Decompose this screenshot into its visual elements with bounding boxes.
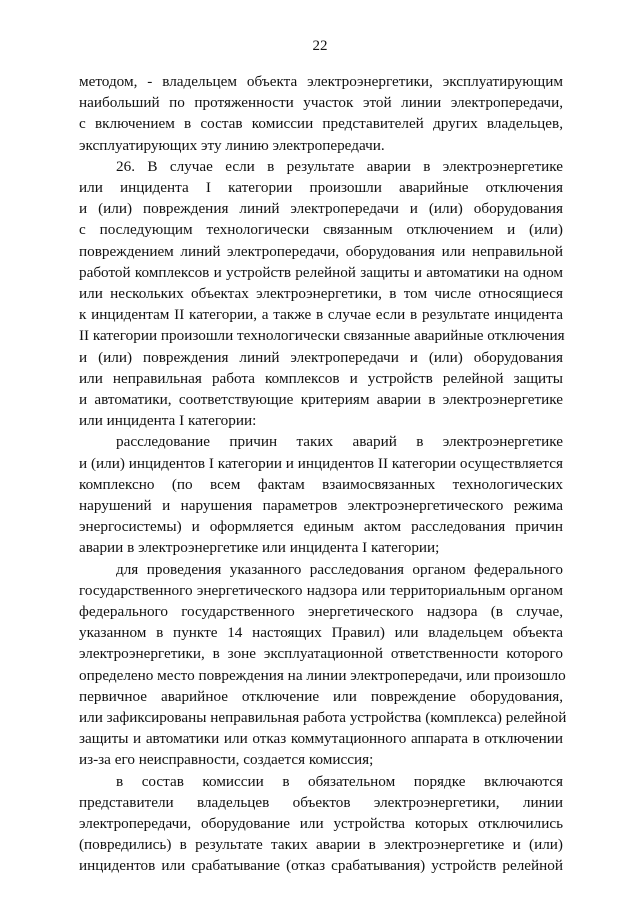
text-line: и автоматики, соответствующие критериям аварии в электроэнергетике (79, 391, 563, 408)
text-line: эксплуатирующих эту линию электропередачи. (79, 136, 385, 154)
text-line: представители владельцев объектов электроэнергетики, линии (79, 793, 563, 811)
text-line: наибольший по протяженности участок этой линии электропередачи, (79, 94, 563, 112)
text-line: электропередачи, оборудование или устройства которых отключились (79, 815, 563, 832)
text-line: указанном в пункте 14 настоящих Правил) или владельцем объекта (79, 624, 563, 642)
text-line: с включением в состав комиссии представителей других владельцев, (79, 115, 563, 133)
text-line: комплексно (по всем фактам взаимосвязанных технологических (79, 475, 563, 493)
text-line: энергосистемы) и оформляется единым актом расследования причин (79, 518, 563, 536)
text-line: в состав комиссии в обязательном порядке включаются (116, 772, 563, 790)
text-line: нарушений и нарушения параметров электроэнергетического режима (79, 497, 563, 514)
text-line: защиты и автоматики или отказ коммутационного аппарата в отключении (79, 730, 563, 748)
text-line: и (или) инцидентов I категории и инцидентов II категории осуществляется (79, 454, 563, 472)
text-line: расследование причин таких аварий в электроэнергетике (116, 433, 563, 451)
text-line: работой комплексов и устройств релейной защиты и автоматики на одном (79, 263, 563, 281)
text-line: методом, - владельцем объекта электроэнергетики, эксплуатирующим (79, 73, 563, 90)
text-line: или инцидента I категории: (79, 412, 257, 430)
text-line: повреждением линий электропередачи, оборудования или неправильной (79, 242, 563, 260)
text-line: инцидентов или срабатывание (отказ срабатывания) устройств релейной (79, 857, 563, 875)
text-line: (повредились) в результате таких аварии в электроэнергетике и (или) (79, 836, 563, 854)
text-line: определено место повреждения на линии электропередачи, или произошло (79, 666, 566, 684)
text-line: аварии в электроэнергетике или инцидента I категории; (79, 539, 440, 557)
text-line: или инцидента I категории произошли аварийные отключения (79, 179, 563, 196)
text-line: электроэнергетики, в зоне эксплуатационной ответственности которого (79, 645, 563, 663)
text-line: федерального государственного энергетического надзора (в случае, (79, 603, 563, 620)
text-line: для проведения указанного расследования органом федерального (116, 560, 563, 578)
text-line: и (или) повреждения линий электропередачи и (или) оборудования (79, 200, 563, 218)
text-line: с последующим технологически связанным отключением и (или) (79, 221, 563, 239)
text-line: государственного энергетического надзора или территориальным органом (79, 581, 563, 599)
text-line: или неправильная работа комплексов и устройств релейной защиты (79, 369, 563, 387)
text-line: или нескольких объектах электроэнергетики, в том числе относящиеся (79, 285, 563, 302)
text-line: к инцидентам II категории, а также в случае если в результате инцидента (79, 306, 563, 324)
page-number: 22 (312, 38, 328, 54)
text-line: первичное аварийное отключение или повреждение оборудования, (79, 687, 563, 705)
text-line: или зафиксированы неправильная работа устройства (комплекса) релейной (79, 709, 567, 726)
text-line: 26. В случае если в результате аварии в электроэнергетике (116, 157, 563, 175)
text-line: и (или) повреждения линий электропередачи и (или) оборудования (79, 348, 563, 366)
text-line: II категории произошли технологически связанные аварийные отключения (79, 327, 565, 345)
text-line: из-за его неисправности, создается комиссия; (79, 751, 374, 769)
